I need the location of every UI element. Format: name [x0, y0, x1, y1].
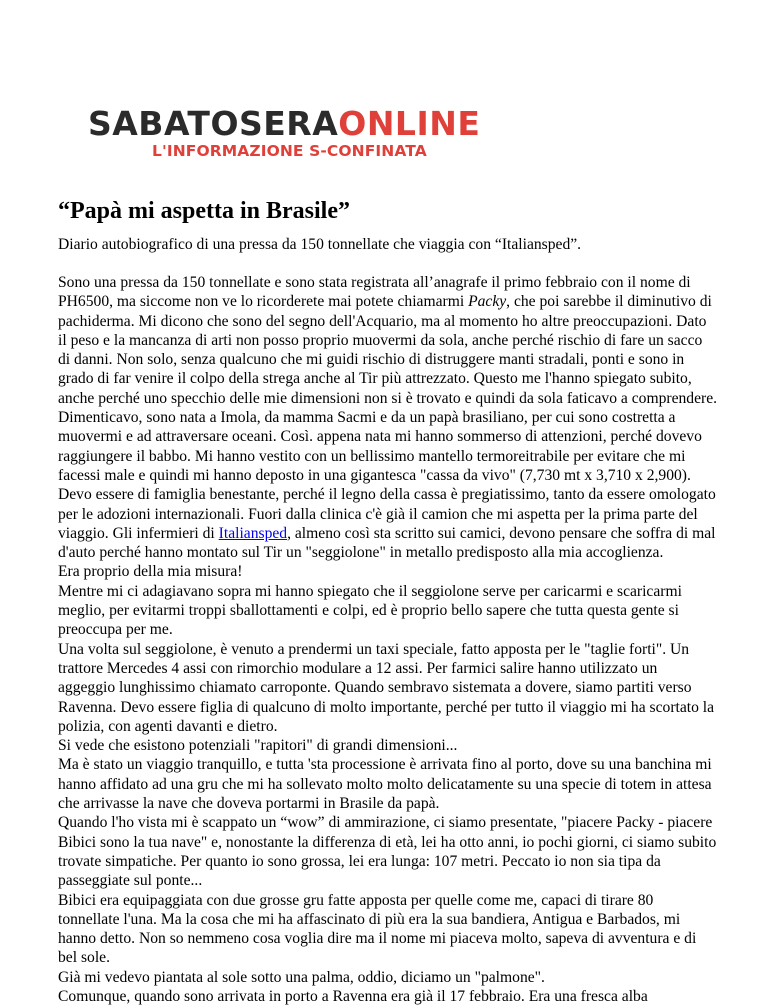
paragraph: Mentre mi ci adagiavano sopra mi hanno spiegato che il seggiolone serve per caricarmi e scaricarmi meglio, per evitarmi troppi sballottamenti e colpi, ed è proprio bello sapere che tutta questa gente si preoccupa per me.	[58, 582, 682, 639]
article-body	[58, 273, 718, 1006]
article-subtitle: Diario autobiografico di una pressa da 150 tonnellate che viaggia con “Italiansped”.	[58, 236, 582, 253]
paragraph: Era proprio della mia misura!	[58, 563, 243, 581]
logo-wordmark-part2: ONLINE	[338, 104, 481, 143]
paragraph: Una volta sul seggiolone, è venuto a prendermi un taxi speciale, fatto apposta per le "taglie forti". Un trattore Mercedes 4 assi con rimorchio modulare a 12 assi. Per farmici salire hanno utilizzato un aggeggio lunghissimo chiamato carroponte. Quando sembravo sistemata a dovere, siamo partiti verso Ravenna. Devo essere figlia di qualcuno di molto importante, perché per tutto il viaggio mi ha scortato la polizia, con agenti davanti e dietro.	[58, 640, 715, 735]
paragraph: Ma è stato un viaggio tranquillo, e tutta 'sta processione è arrivata fino al porto, dove su una banchina mi hanno affidato ad una gru che mi ha sollevato molto molto delicatamente su una specie di totem in attesa che arrivasse la nave che doveva portarmi in Brasile da papà.	[58, 756, 712, 813]
press-name: Packy	[468, 293, 507, 311]
paragraph-text: Sono una pressa da 150 tonnellate e sono stata registrata all’anagrafe il primo febbraio con il nome di PH6500, ma siccome non ve lo ricorderete mai potete chiamarmi	[58, 274, 691, 311]
logo-wordmark-part1: SABATOSERA	[88, 104, 339, 143]
paragraph	[58, 408, 718, 562]
logo-tagline: L'INFORMAZIONE S-CONFINATA	[152, 142, 427, 160]
paragraph-text: , che poi sarebbe il diminutivo di pachiderma. Mi dicono che sono del segno dell'Acquario, ma al momento ho altre preoccupazioni. Dato il peso e la mancanza di arti non posso proprio muovermi da sola, anche perché rischio di fare un sacco di danni. Non solo, senza qualcuno che mi guidi rischio di distruggere manti stradali, ponti e sono in grado di far venire il colpo della strega anche al Tir più attrezzato. Questo me l'hanno spiegato subito, anche perché uno specchio delle mie dimensioni non si è trovato e quindi da sola faticavo a comprendere.	[58, 293, 718, 407]
paragraph-text: Dimenticavo, sono nata a Imola, da mamma Sacmi e da un papà brasiliano, per cui sono costretta a muovermi e ad attraversare oceani. Così. appena nata mi hanno sommerso di attenzioni, perché dovevo raggiungere il babbo. Mi hanno vestito con un bellissimo mantello termoreitrabile per evitare che mi facessi male e quindi mi hanno deposto in una gigantesca "cassa da vivo" (7,730 mt x 3,710 x 2,900). Devo essere di famiglia benestante, perché il legno della cassa è pregiatissimo, tanto da essere omologato per le adozioni internazionali. Fuori dalla clinica c'è già il camion che mi aspetta per la prima parte del viaggio. Gli infermieri di	[58, 409, 716, 542]
article	[58, 196, 718, 1006]
paragraph: Quando l'ho vista mi è scappato un “wow” di ammirazione, ci siamo presentate, "piacere Packy - piacere Bibici sono la tua nave" e, nonostante la differenza di età, lei ha otto anni, io pochi giorni, ci siamo subito trovate simpatiche. Per quanto io sono grossa, lei era lunga: 107 metri. Peccato io non sia tipa da passeggiate sul ponte...	[58, 814, 717, 890]
paragraph: Già mi vedevo piantata al sole sotto una palma, oddio, diciamo un "palmone".	[58, 968, 545, 986]
article-title: “Papà mi aspetta in Brasile”	[58, 198, 350, 224]
paragraph-text: , almeno così sta scritto sui camici, devono pensare che soffra di mal d'auto perché hanno montato sul Tir un "seggiolone" in metallo predisposto alla mia accoglienza.	[58, 524, 716, 562]
italiansped-link[interactable]: Italiansped	[218, 524, 288, 542]
paragraph: Comunque, quando sono arrivata in porto a Ravenna era già il 17 febbraio. Era una fresca alba	[58, 987, 648, 1005]
paragraph: Bibici era equipaggiata con due grosse gru fatte apposta per quelle come me, capaci di tirare 80 tonnellate l'una. Ma la cosa che mi ha affascinato di più era la sua bandiera, Antigua e Barbados, mi hanno detto. Non so nemmeno cosa voglia dire ma il nome mi piaceva molto, sapeva di avventura e di bel sole.	[58, 891, 697, 967]
paragraph: Si vede che esistono potenziali "rapitori" di grandi dimensioni...	[58, 737, 458, 755]
logo-wordmark	[88, 106, 480, 142]
site-logo[interactable]	[88, 104, 481, 160]
paragraph	[58, 273, 718, 408]
